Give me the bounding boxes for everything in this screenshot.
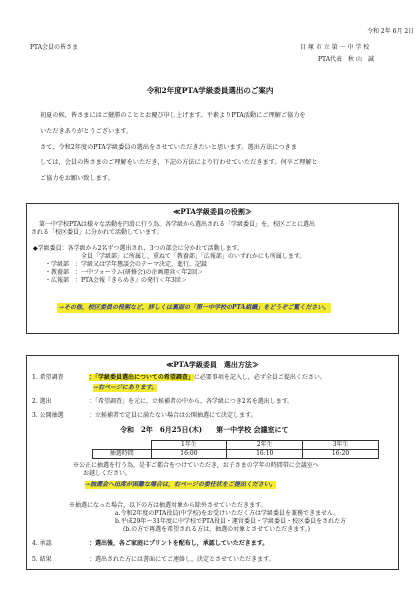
school-name: 目 塚 市 立 第 一 中 学 校 [300, 44, 370, 51]
role-desc-line: 第一中学校PTAは様々な活動を円滑に行う為，各学級から選出される「学級委員」を，校区ごとに選出 [39, 221, 316, 228]
row-label: 抽選時間 [93, 450, 152, 459]
step4-text: ：選出後，各ご家庭にプリントを配布し，承認していただきます。 [89, 540, 269, 547]
intro-line: いただきありがとうございます。 [40, 127, 133, 135]
lottery-schedule-table [92, 440, 379, 459]
step2-label: 2. 選出 [32, 398, 52, 405]
step1-note: →右ページにあります。 [93, 384, 158, 391]
role-desc-line: される「校区委員」に分かれて活動しています。 [31, 229, 163, 236]
step5-text: ：選出された方には書面にてご連絡し，決定とさせていただきます。 [89, 556, 275, 563]
step3-label: 3. 公開抽選 [32, 412, 64, 419]
step1-text: ：「学級委員選出についての希望調査」に必要事項を記入し，必ず全員ご提出ください。 [89, 374, 326, 381]
exempt-line: ※抽選になった場合，以下の方は抽選対象から除外させていただきます。 [69, 502, 267, 509]
intro-line: ご協力をお願い致します。 [40, 175, 114, 182]
grade-header: 2年生 [227, 441, 303, 450]
step1-label: 1. 希望調査 [32, 374, 64, 381]
role-item: ◆学級委員：各学級から2名ずつ選出され，3つの部会に分かれて活動します。 [33, 245, 244, 252]
step4-label: 4. 承認 [32, 540, 52, 547]
role-item: 全員「学級部」に所属し，重ねて「教養部」「広報部」のいずれかにも所属します。 [81, 253, 306, 260]
intro-line: しては，会員の皆さまのご理解をいただき，下記の方法により行わせていただきます。何卒ご理解と [40, 159, 318, 167]
survey-name: ：「学級委員選出についての希望調査」 [89, 374, 194, 381]
intro-paragraph [40, 112, 318, 183]
time-cell: 16:00 [151, 450, 227, 459]
lottery-line: 令和 2年 6月25日(木) 第一中学校 会議室にて [120, 425, 289, 434]
addressee: PTA会員の皆さま [30, 44, 79, 51]
time-cell: 16:10 [227, 450, 303, 459]
intro-line: さて，令和2年度のPTA学級委員の選出をさせていただきたいと思います。選出方法につきま [40, 143, 297, 151]
doc-title: 令和2年度PTA学級委員選出のご案内 [146, 86, 274, 95]
sender: PTA代表 秋 山 誠 [318, 56, 374, 63]
method-box [26, 355, 399, 570]
role-box-title: ≪PTA学級委員の役割≫ [173, 207, 252, 216]
role-box [26, 203, 399, 334]
exempt-line: b.平成29年〜31年度に中学校でPTA役員・運営委員・学級委員・校区委員をされた方 [115, 518, 347, 525]
exempt-line: a.令和2年度のPTA役員(中学校)をお受けいただく方は学級委員を兼務できません。 [115, 510, 340, 517]
role-item: ・教養部 ：一中フォーラム(研修会)の企画運営＜年2回＞ [45, 269, 204, 276]
proxy-note: →抽選会へ出席が困難な場合は，右ページの委任状をご提出ください。 [85, 481, 276, 488]
role-item: ・学級部 ：学級又は学年懇談会のテーマ決定，進行，記録 [45, 261, 208, 268]
grade-header: 3年生 [303, 441, 379, 450]
step2-text: ：「希望調査」を元に，立候補者の中から，各学級につき2名を選出します。 [89, 398, 294, 405]
step5-label: 5. 結果 [32, 556, 52, 563]
exempt-line: (b.の方で再選を希望される方は，抽選の対象とさせていただきます。) [123, 526, 310, 533]
attend-note: お越しください。 [83, 470, 132, 477]
time-cell: 16:20 [303, 450, 379, 459]
role-item: ・広報部 ：PTA会報『きらめき』の発行＜年3回＞ [45, 277, 187, 284]
role-note: →その他，校区委員の役割など，詳しくは裏面の「第一中学校のPTA組織」をどうぞご覧ください。 [59, 304, 330, 311]
intro-line: 初夏の候，皆さまにはご健勝のこととお慶び申し上げます。平素よりPTA活動にご理解ご協力を [40, 112, 306, 119]
grade-header: 1年生 [151, 441, 227, 450]
step3-text: ：立候補者で定員に満たない場合は公開抽選にて決定します。 [89, 412, 257, 419]
attend-note: ※公正に抽選を行う為，是非ご都合をつけていただき，お子さまの学年の時間帯に会議室へ [73, 462, 319, 469]
date: 令和 2年 6月 2日 [367, 28, 415, 35]
method-box-title: ≪PTA学級委員 選出方法≫ [166, 360, 259, 369]
